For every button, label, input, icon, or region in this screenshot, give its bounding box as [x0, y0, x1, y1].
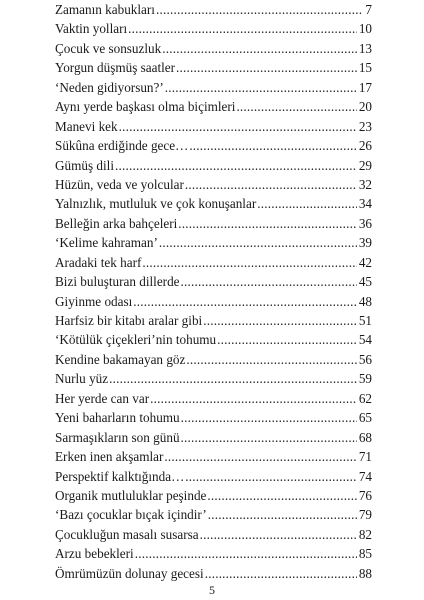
toc-entry [55, 389, 372, 408]
dot-leader [115, 156, 357, 175]
dot-leader [181, 272, 357, 291]
dot-leader [133, 292, 357, 311]
toc-entry-title: Gümüş dili [55, 157, 114, 173]
toc-entry [55, 78, 372, 97]
toc-entry-title: Organik mutluluklar peşinde [55, 487, 207, 503]
toc-entry [55, 369, 372, 388]
toc-entry-page: 71 [358, 449, 372, 465]
toc-entry [55, 0, 372, 19]
dot-leader [164, 447, 356, 466]
table-of-contents [55, 0, 372, 583]
dot-leader [207, 486, 356, 505]
toc-entry-title: Erken inen akşamlar [55, 449, 164, 465]
toc-entry-title: Ömrümüzün dolunay gecesi [55, 565, 204, 581]
dot-leader [257, 194, 357, 213]
toc-entry-page: 10 [358, 21, 372, 37]
toc-entry-page: 65 [358, 410, 372, 426]
toc-entry-title: Çocuk ve sonsuzluk [55, 40, 162, 56]
toc-entry-page: 15 [358, 60, 372, 76]
dot-leader [165, 78, 357, 97]
toc-entry-title: Sükûna erdiğinde gece… [55, 138, 189, 154]
toc-entry-page: 85 [358, 546, 372, 562]
toc-entry [55, 330, 372, 349]
dot-leader [162, 39, 357, 58]
toc-entry-title: Harfsiz bir kitabı aralar gibi [55, 313, 203, 328]
toc-entry-page: 36 [358, 215, 372, 231]
toc-entry-page: 32 [358, 176, 372, 192]
toc-entry-page: 17 [358, 79, 372, 95]
toc-entry [55, 117, 372, 136]
toc-entry [55, 467, 372, 486]
dot-leader [208, 505, 357, 524]
toc-entry-page: 62 [358, 390, 372, 406]
toc-entry-page: 68 [358, 429, 372, 445]
toc-entry [55, 19, 372, 38]
dot-leader [181, 408, 357, 427]
toc-entry-page: 88 [358, 565, 372, 581]
toc-entry-title: Bizi buluşturan dillerde [55, 274, 180, 290]
toc-entry [55, 233, 372, 252]
toc-entry-title: Yalnızlık, mutluluk ve çok konuşanlar [55, 196, 257, 212]
toc-entry-page: 79 [358, 507, 372, 523]
toc-entry-page: 34 [358, 196, 372, 212]
toc-entry-title: ‘Neden gidiyorsun?’ [55, 79, 164, 95]
toc-entry [55, 253, 372, 272]
dot-leader [217, 330, 357, 349]
toc-entry-title: Perspektif kalktığında… [55, 468, 185, 484]
toc-entry-page: 20 [358, 99, 372, 115]
toc-entry-title: Belleğin arka bahçeleri [55, 215, 178, 231]
dot-leader [109, 369, 357, 388]
toc-entry-page: 82 [358, 526, 372, 542]
toc-entry [55, 136, 372, 155]
toc-entry-title: Aradaki tek harf [55, 254, 142, 270]
toc-entry [55, 428, 372, 447]
toc-entry-title: Sarmaşıkların son günü [55, 429, 180, 445]
toc-entry-title: Kendine bakamayan göz [55, 351, 186, 367]
dot-leader [186, 350, 356, 369]
toc-entry-page: 74 [358, 468, 372, 484]
toc-entry-page: 23 [358, 118, 372, 134]
toc-entry [55, 564, 372, 583]
dot-leader [200, 525, 357, 544]
toc-entry [55, 505, 372, 524]
toc-entry-page: 29 [358, 157, 372, 173]
toc-entry-page: 76 [358, 487, 372, 503]
toc-entry-title: Zamanın kabukları [55, 2, 155, 17]
toc-entry-title: ‘Bazı çocuklar bıçak içindir’ [55, 507, 207, 523]
toc-entry-title: Her yerde can var [55, 390, 150, 406]
toc-entry-page: 13 [358, 40, 372, 56]
toc-entry [55, 292, 372, 311]
toc-entry-page: 39 [358, 235, 372, 251]
toc-entry [55, 272, 372, 291]
toc-entry [55, 525, 372, 544]
toc-entry-page: 51 [358, 313, 372, 328]
toc-entry [55, 311, 372, 330]
toc-entry [55, 214, 372, 233]
toc-entry-title: ‘Kötülük çiçekleri’nin tohumu [55, 332, 217, 348]
dot-leader [159, 233, 357, 252]
toc-entry [55, 39, 372, 58]
dot-leader [185, 467, 357, 486]
toc-entry-title: Arzu bebekleri [55, 546, 134, 562]
dot-leader [236, 97, 356, 116]
dot-leader [189, 136, 357, 155]
toc-entry [55, 58, 372, 77]
toc-entry-title: Yeni baharların tohumu [55, 410, 180, 426]
toc-entry-page: 45 [358, 274, 372, 290]
dot-leader [150, 389, 357, 408]
dot-leader [185, 175, 357, 194]
toc-entry-title: Çocukluğun masalı susarsa [55, 526, 199, 542]
toc-entry-title: Yorgun düşmüş saatler [55, 60, 176, 76]
toc-entry-page: 59 [358, 371, 372, 387]
toc-entry-page: 7 [365, 2, 372, 17]
dot-leader [205, 564, 357, 583]
dot-leader [156, 0, 363, 19]
dot-leader [135, 544, 357, 563]
toc-entry-title: Vaktin yolları [55, 21, 128, 37]
toc-entry-title: Aynı yerde başkası olma biçimleri [55, 99, 236, 115]
dot-leader [128, 19, 357, 38]
toc-entry-title: ‘Kelime kahraman’ [55, 235, 158, 251]
dot-leader [142, 253, 356, 272]
toc-entry [55, 156, 372, 175]
dot-leader [178, 214, 357, 233]
toc-entry-page: 42 [358, 254, 372, 270]
toc-entry [55, 447, 372, 466]
toc-entry-page: 26 [358, 138, 372, 154]
toc-entry [55, 350, 372, 369]
dot-leader [119, 117, 357, 136]
toc-entry-title: Nurlu yüz [55, 371, 109, 387]
toc-entry [55, 408, 372, 427]
page-number: 5 [209, 583, 215, 597]
toc-entry [55, 544, 372, 563]
toc-entry-page: 54 [358, 332, 372, 348]
toc-entry [55, 97, 372, 116]
toc-entry-title: Hüzün, veda ve yolcular [55, 176, 184, 192]
toc-entry-title: Giyinme odası [55, 293, 133, 309]
toc-entry-page: 56 [358, 351, 372, 367]
toc-entry [55, 194, 372, 213]
toc-entry [55, 486, 372, 505]
toc-entry-title: Manevi kek [55, 118, 118, 134]
toc-entry-page: 48 [358, 293, 372, 309]
dot-leader [181, 428, 357, 447]
dot-leader [176, 58, 357, 77]
toc-entry [55, 175, 372, 194]
dot-leader [203, 311, 357, 330]
